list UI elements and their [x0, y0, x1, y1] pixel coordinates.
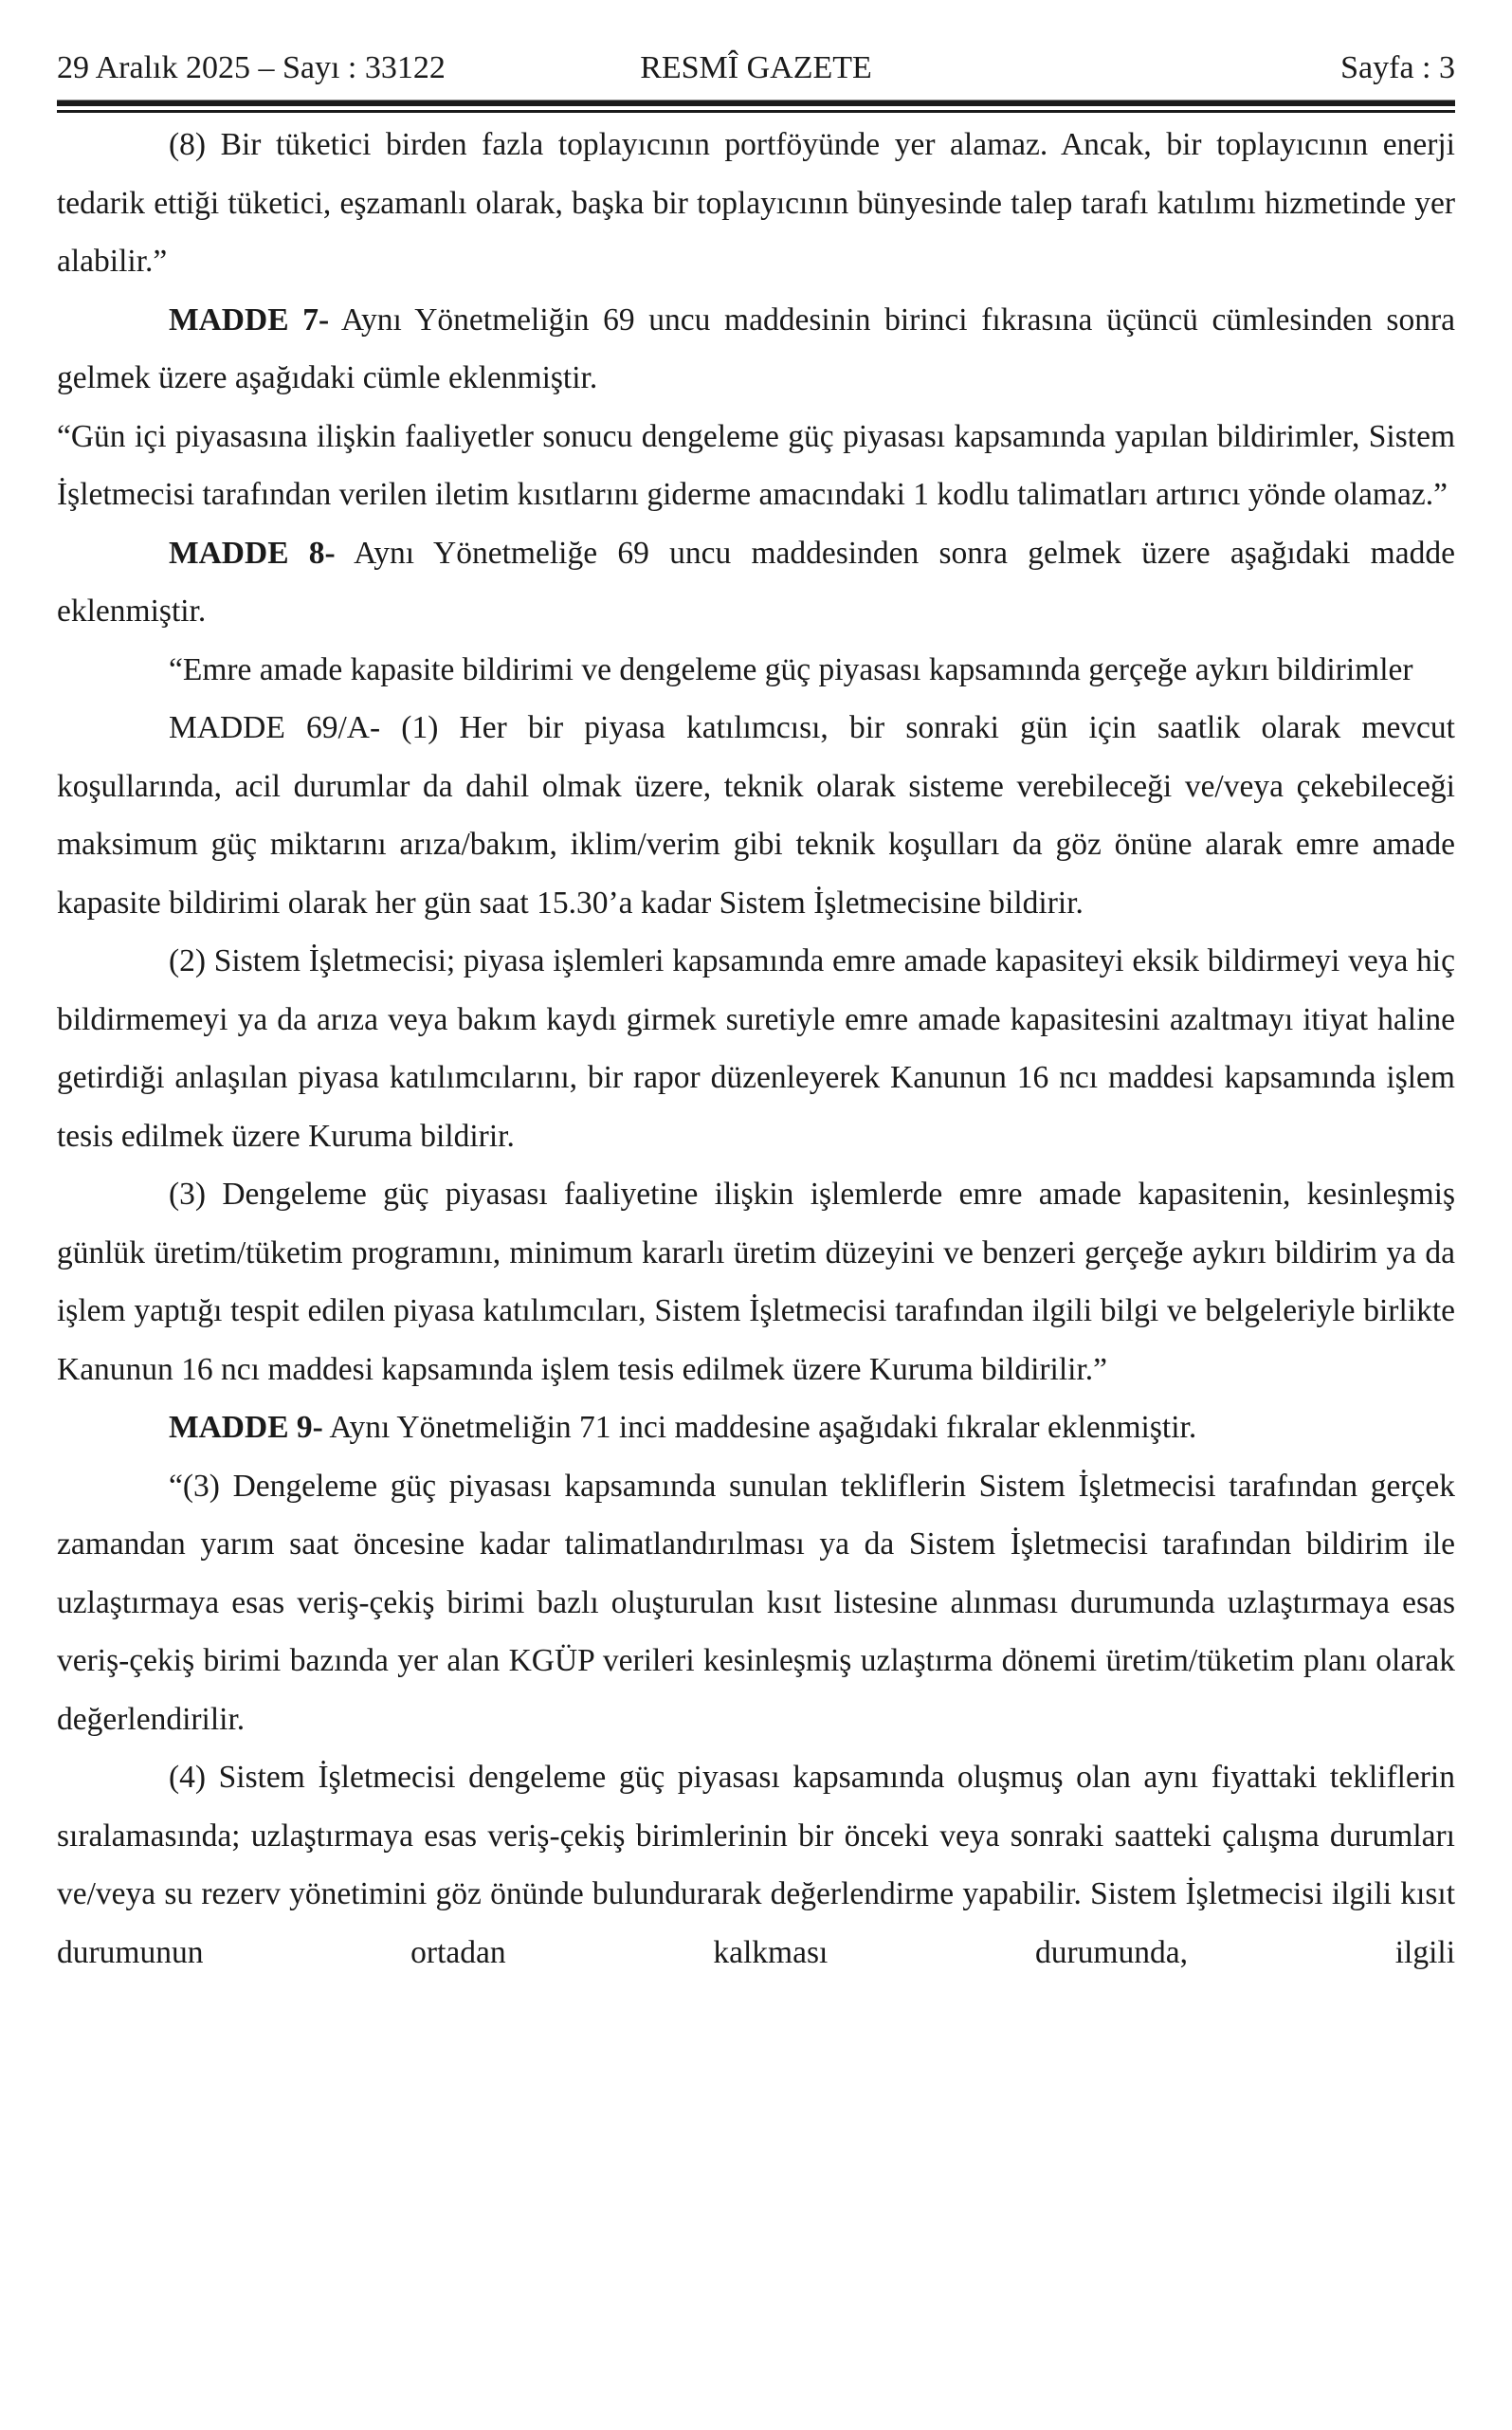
paragraph-text: Aynı Yönetmeliğe 69 uncu maddesinden sonra gelmek üzere aşağıdaki madde eklenmiştir. — [57, 535, 1455, 629]
paragraph-text: MADDE 69/A- (1) Her bir piyasa katılımcısı, bir sonraki gün için saatlik olarak mevcut koşullarında, acil durumlar da dahil olmak üzere, teknik olarak sisteme verebileceği ve/veya çekebileceği maksimum güç miktarını arıza/bakım, iklim/verim gibi teknik koşulları da göz önüne alarak emre amade kapasite bildirimi olarak her gün saat 15.30’a kadar Sistem İşletmecisine bildirir. — [57, 710, 1455, 921]
paragraph-text: (3) Dengeleme güç piyasası faaliyetine ilişkin işlemlerde emre amade kapasitenin, kesinleşmiş günlük üretim/tüketim programını, minimum kararlı üretim düzeyini ve benzeri gerçeğe aykırı bildirim ya da işlem yaptığı tespit edilen piyasa katılımcıları, Sistem İşletmecisi tarafından ilgili bilgi ve belgeleriyle birlikte Kanunun 16 ncı maddesi kapsamında işlem tesis edilmek üzere Kuruma bildirilir.” — [57, 1177, 1455, 1387]
article-heading: MADDE 9- — [169, 1410, 323, 1445]
article-heading: MADDE 8- — [169, 535, 336, 571]
paragraph-text: (4) Sistem İşletmecisi dengeleme güç piyasası kapsamında oluşmuş olan aynı fiyattaki tekliflerin sıralamasında; uzlaştırmaya esas veriş-çekiş birimlerinin bir önceki veya sonraki saatteki çalışma durumları ve/veya su rezerv yönetimini göz önünde bulundurarak değerlendirme yapabilir. Sistem İşletmecisi ilgili kısıt durumunun ortadan kalkması durumunda, ilgili — [57, 1760, 1455, 1970]
paragraph-text: (8) Bir tüketici birden fazla toplayıcının portföyünde yer alamaz. Ancak, bir toplayıcının enerji tedarik ettiği tüketici, eşzamanlı olarak, başka bir toplayıcının bünyesinde talep tarafı katılımı hizmetinde yer alabilir.” — [57, 127, 1455, 279]
paragraph-text: “(3) Dengeleme güç piyasası kapsamında sunulan tekliflerin Sistem İşletmecisi tarafından gerçek zamandan yarım saat öncesine kadar talimatlandırılması ya da Sistem İşletmecisi tarafından bildirim ile uzlaştırmaya esas veriş-çekiş birimi bazlı oluşturulan kısıt listesine alınması durumunda uzlaştırmaya esas veriş-çekiş birimi bazında yer alan KGÜP verileri kesinleşmiş uzlaştırma dönemi üretim/tüketim planı olarak değerlendirilir. — [57, 1468, 1455, 1737]
publication-title: RESMÎ GAZETE — [640, 50, 872, 85]
paragraph-madde-7 — [57, 291, 1455, 408]
paragraph-madde-71-3 — [57, 1457, 1455, 1749]
header-rule-thick — [57, 100, 1455, 106]
paragraph-quote-gun-ici — [57, 408, 1455, 524]
paragraph-madde-71-4 — [57, 1748, 1455, 1982]
paragraph-clause-8 — [57, 116, 1455, 291]
issue-date-number: 29 Aralık 2025 – Sayı : 33122 — [57, 50, 446, 85]
paragraph-madde-69a-1 — [57, 699, 1455, 932]
page-number: Sayfa : 3 — [1340, 50, 1455, 85]
paragraph-madde-8 — [57, 524, 1455, 641]
page-header — [57, 47, 1455, 89]
paragraph-madde-9 — [57, 1398, 1455, 1457]
paragraph-text: Aynı Yönetmeliğin 71 inci maddesine aşağıdaki fıkralar eklenmiştir. — [322, 1410, 1197, 1445]
document-body — [57, 116, 1455, 1982]
article-heading: MADDE 7- — [169, 301, 330, 338]
header-rule-thin — [57, 110, 1455, 113]
paragraph-article-title — [57, 641, 1455, 700]
paragraph-text: Aynı Yönetmeliğin 69 uncu maddesinin birinci fıkrasına üçüncü cümlesinden sonra gelmek üzere aşağıdaki cümle eklenmiştir. — [57, 301, 1455, 395]
paragraph-madde-69a-3 — [57, 1165, 1455, 1398]
paragraph-text: “Gün içi piyasasına ilişkin faaliyetler sonucu dengeleme güç piyasası kapsamında yapılan bildirimler, Sistem İşletmecisi tarafından verilen iletim kısıtlarını giderme amacındaki 1 kodlu talimatları artırıcı yönde olamaz.” — [57, 418, 1455, 512]
paragraph-text: (2) Sistem İşletmecisi; piyasa işlemleri kapsamında emre amade kapasiteyi eksik bildirmeyi veya hiç bildirmemeyi ya da arıza veya bakım kaydı girmek suretiyle emre amade kapasitesini azaltmayı itiyat haline getirdiği anlaşılan piyasa katılımcılarını, bir rapor düzenleyerek Kanunun 16 ncı maddesi kapsamında işlem tesis edilmek üzere Kuruma bildirir. — [57, 943, 1455, 1154]
paragraph-text: “Emre amade kapasite bildirimi ve dengeleme güç piyasası kapsamında gerçeğe aykırı bildirimler — [169, 651, 1413, 687]
paragraph-madde-69a-2 — [57, 932, 1455, 1165]
